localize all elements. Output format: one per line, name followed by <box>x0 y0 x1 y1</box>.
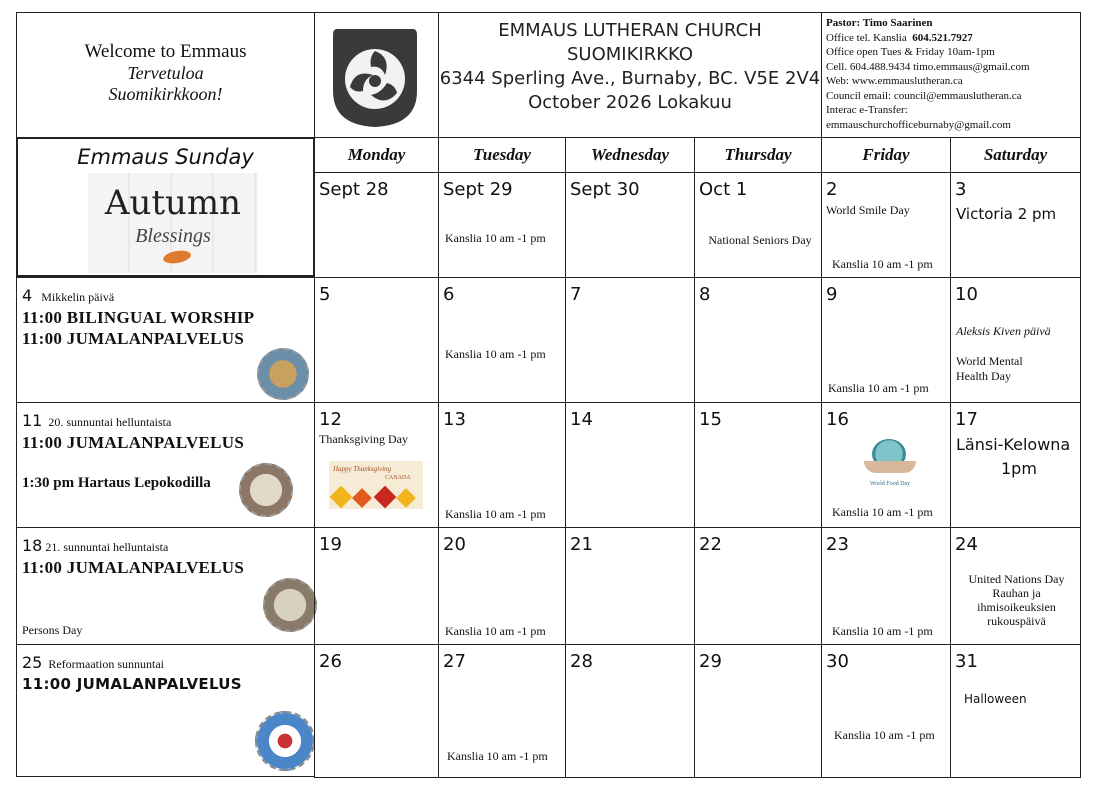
weekday-saturday: Saturday <box>950 137 1081 173</box>
event-un-line1: United Nations Day <box>968 572 1065 586</box>
office-hours-note: Kanslia 10 am -1 pm <box>832 624 933 638</box>
day-cell[interactable] <box>565 172 695 278</box>
event-un-line2: Rauhan ja <box>992 586 1041 600</box>
sunday-date: 18 <box>22 536 43 555</box>
day-number: Sept 28 <box>319 179 389 200</box>
day-number: 28 <box>570 651 593 672</box>
world-food-day-image <box>858 427 922 493</box>
sunday-name: Mikkelin päivä <box>41 290 115 304</box>
event-halloween: Halloween <box>964 692 1027 706</box>
sunday-cell[interactable] <box>16 402 315 528</box>
event-persons-day: Persons Day <box>22 623 83 637</box>
day-cell[interactable] <box>565 644 695 778</box>
contact-box <box>821 12 1081 138</box>
day-cell[interactable] <box>694 644 822 778</box>
day-cell[interactable] <box>950 172 1081 278</box>
thanksgiving-image <box>329 461 423 509</box>
day-number: 6 <box>443 284 455 305</box>
day-number: 23 <box>826 534 849 555</box>
day-cell[interactable] <box>821 402 951 528</box>
day-number: 30 <box>826 651 849 672</box>
day-cell[interactable] <box>565 402 695 528</box>
leaf-icon <box>162 249 192 266</box>
day-cell[interactable] <box>565 277 695 403</box>
event-un-line3: ihmisoikeuksien <box>977 600 1056 614</box>
autumn-image-line1: Autumn <box>104 183 242 223</box>
day-number: 24 <box>955 534 978 555</box>
day-cell[interactable] <box>694 172 822 278</box>
event-kelowna-time: 1pm <box>1001 459 1037 478</box>
service-finnish: 11:00 JUMALANPALVELUS <box>22 433 245 452</box>
day-number: 7 <box>570 284 582 305</box>
office-hours-note: Kanslia 10 am -1 pm <box>445 624 546 638</box>
sunday-name: 20. sunnuntai helluntaista <box>48 415 172 429</box>
office-hours-note: Kanslia 10 am -1 pm <box>832 257 933 271</box>
office-hours-note: Kanslia 10 am -1 pm <box>832 505 933 519</box>
day-number: 3 <box>955 179 967 200</box>
sunday-name: Reformaation sunnuntai <box>48 657 164 671</box>
sunday-header <box>16 137 315 277</box>
sunday-heading <box>22 653 164 672</box>
day-number: 22 <box>699 534 722 555</box>
day-cell[interactable] <box>314 402 439 528</box>
sunday-title: Emmaus Sunday <box>77 145 254 169</box>
day-number: Sept 29 <box>443 179 513 200</box>
weekday-tuesday: Tuesday <box>438 137 566 173</box>
sunday-cell[interactable] <box>16 277 315 403</box>
day-cell[interactable] <box>694 527 822 645</box>
sunday-heading <box>22 411 171 430</box>
event-smile-day: World Smile Day <box>826 203 910 217</box>
day-cell[interactable] <box>821 172 951 278</box>
day-cell[interactable] <box>821 644 951 778</box>
sunday-date: 11 <box>22 411 43 430</box>
service-finnish: 11:00 JUMALANPALVELUS <box>22 675 242 693</box>
sunday-date: 4 <box>22 286 33 305</box>
logo-box <box>314 12 439 138</box>
event-un-line4: rukouspäivä <box>987 614 1046 628</box>
day-cell[interactable] <box>950 277 1081 403</box>
welcome-line2: Tervetuloa <box>127 63 204 83</box>
world-food-day-text: World Food Day <box>869 481 911 487</box>
office-hours-note: Kanslia 10 am -1 pm <box>445 231 546 245</box>
day-number: Sept 30 <box>570 179 640 200</box>
day-cell[interactable] <box>821 527 951 645</box>
office-hours-note: Kanslia 10 am -1 pm <box>445 347 546 361</box>
office-hours-note: Kanslia 10 am -1 pm <box>828 381 929 395</box>
event-thanksgiving: Thanksgiving Day <box>319 432 408 446</box>
sunday-date: 25 <box>22 653 43 672</box>
day-cell[interactable] <box>694 277 822 403</box>
service-bilingual: 11:00 BILINGUAL WORSHIP <box>22 308 255 327</box>
day-cell[interactable] <box>950 644 1081 778</box>
day-number: 5 <box>319 284 331 305</box>
day-number: 19 <box>319 534 342 555</box>
office-tel <box>826 31 1076 46</box>
day-cell[interactable] <box>438 277 566 403</box>
weekday-wednesday: Wednesday <box>565 137 695 173</box>
event-victoria: Victoria 2 pm <box>956 205 1057 223</box>
persons-day-emblem-icon <box>263 578 317 632</box>
worship-emblem-icon <box>257 348 309 400</box>
service-rest-home: 1:30 pm Hartaus Lepokodilla <box>22 475 211 491</box>
office-hours-note: Kanslia 10 am -1 pm <box>447 749 548 763</box>
day-cell[interactable] <box>821 277 951 403</box>
event-kelowna: Länsi-Kelowna <box>956 435 1071 454</box>
church-subname: SUOMIKIRKKO <box>566 44 694 65</box>
day-number: 27 <box>443 651 466 672</box>
office-phone: 604.521.7927 <box>912 31 973 44</box>
day-cell[interactable] <box>314 172 439 278</box>
rest-home-emblem-icon <box>239 463 293 517</box>
council-email[interactable]: Council email: council@emmauslutheran.ca <box>826 89 1022 102</box>
calendar-month: October 2026 Lokakuu <box>528 92 732 113</box>
day-number: 9 <box>826 284 838 305</box>
day-number: 20 <box>443 534 466 555</box>
church-name: EMMAUS LUTHERAN CHURCH <box>498 20 762 41</box>
office-hours-note: Kanslia 10 am -1 pm <box>445 507 546 521</box>
day-number: 26 <box>319 651 342 672</box>
sunday-cell[interactable] <box>16 644 315 777</box>
day-cell[interactable] <box>950 402 1081 528</box>
sunday-cell[interactable] <box>16 527 315 645</box>
office-hours: Office open Tues & Friday 10am-1pm <box>826 46 995 58</box>
day-cell[interactable] <box>950 527 1081 645</box>
weekday-thursday: Thursday <box>694 137 822 173</box>
maple-leaf-icon <box>330 486 353 509</box>
web-link[interactable]: Web: www.emmauslutheran.ca <box>826 75 963 87</box>
day-number: Oct 1 <box>699 179 748 200</box>
sunday-heading <box>22 536 168 555</box>
day-number: 15 <box>699 409 722 430</box>
office-hours-note: Kanslia 10 am -1 pm <box>834 728 935 742</box>
event-un-day <box>951 572 1082 628</box>
church-header <box>438 12 822 138</box>
day-cell[interactable] <box>694 402 822 528</box>
day-cell[interactable] <box>438 172 566 278</box>
weekday-monday: Monday <box>314 137 439 173</box>
welcome-line3: Suomikirkkoon! <box>108 84 223 104</box>
day-cell[interactable] <box>314 277 439 403</box>
thanksgiving-image-text: Happy Thanksgiving <box>333 465 392 473</box>
luther-rose-icon <box>255 711 315 771</box>
maple-leaf-icon <box>374 486 397 509</box>
day-number: 13 <box>443 409 466 430</box>
sunday-name: 21. sunnuntai helluntaista <box>45 540 169 554</box>
maple-leaf-icon <box>396 488 416 508</box>
day-number: 31 <box>955 651 978 672</box>
thanksgiving-image-text2: CANADA <box>385 475 411 481</box>
event-mental-health-day: World Mental Health Day <box>956 354 1023 383</box>
interac-label: Interac e-Transfer: <box>826 104 908 116</box>
day-number: 12 <box>319 409 342 430</box>
day-cell[interactable] <box>438 644 566 778</box>
pastor-name: Pastor: Timo Saarinen <box>826 17 933 29</box>
day-cell[interactable] <box>314 527 439 645</box>
day-number: 17 <box>955 409 978 430</box>
cell-contact: Cell. 604.488.9434 timo.emmaus@gmail.com <box>826 60 1030 73</box>
welcome-box <box>16 12 315 138</box>
day-cell[interactable] <box>438 402 566 528</box>
autumn-image-line2: Blessings <box>135 225 211 247</box>
autumn-blessings-image <box>88 173 258 273</box>
day-number: 14 <box>570 409 593 430</box>
day-number: 21 <box>570 534 593 555</box>
day-cell[interactable] <box>438 527 566 645</box>
service-finnish: 11:00 JUMALANPALVELUS <box>22 558 245 577</box>
sunday-heading <box>22 286 114 305</box>
weekday-friday: Friday <box>821 137 951 173</box>
day-cell[interactable] <box>565 527 695 645</box>
day-cell[interactable] <box>314 644 439 778</box>
event-kivi-day: Aleksis Kiven päivä <box>956 324 1051 338</box>
church-logo <box>325 21 425 131</box>
office-tel-label: Office tel. Kanslia <box>826 31 907 44</box>
church-address: 6344 Sperling Ave., Burnaby, BC. V5E 2V4 <box>439 68 821 89</box>
service-finnish: 11:00 JUMALANPALVELUS <box>22 329 245 348</box>
day-number: 8 <box>699 284 711 305</box>
day-number: 2 <box>826 179 838 200</box>
welcome-line1: Welcome to Emmaus <box>84 41 247 62</box>
day-number: 10 <box>955 284 978 305</box>
event-seniors-day: National Seniors Day <box>708 233 812 247</box>
hands-icon <box>864 461 916 473</box>
maple-leaf-icon <box>352 488 372 508</box>
day-number: 16 <box>826 409 849 430</box>
day-number: 29 <box>699 651 722 672</box>
etransfer-email[interactable]: emmauschurchofficeburnaby@gmail.com <box>826 118 1011 131</box>
